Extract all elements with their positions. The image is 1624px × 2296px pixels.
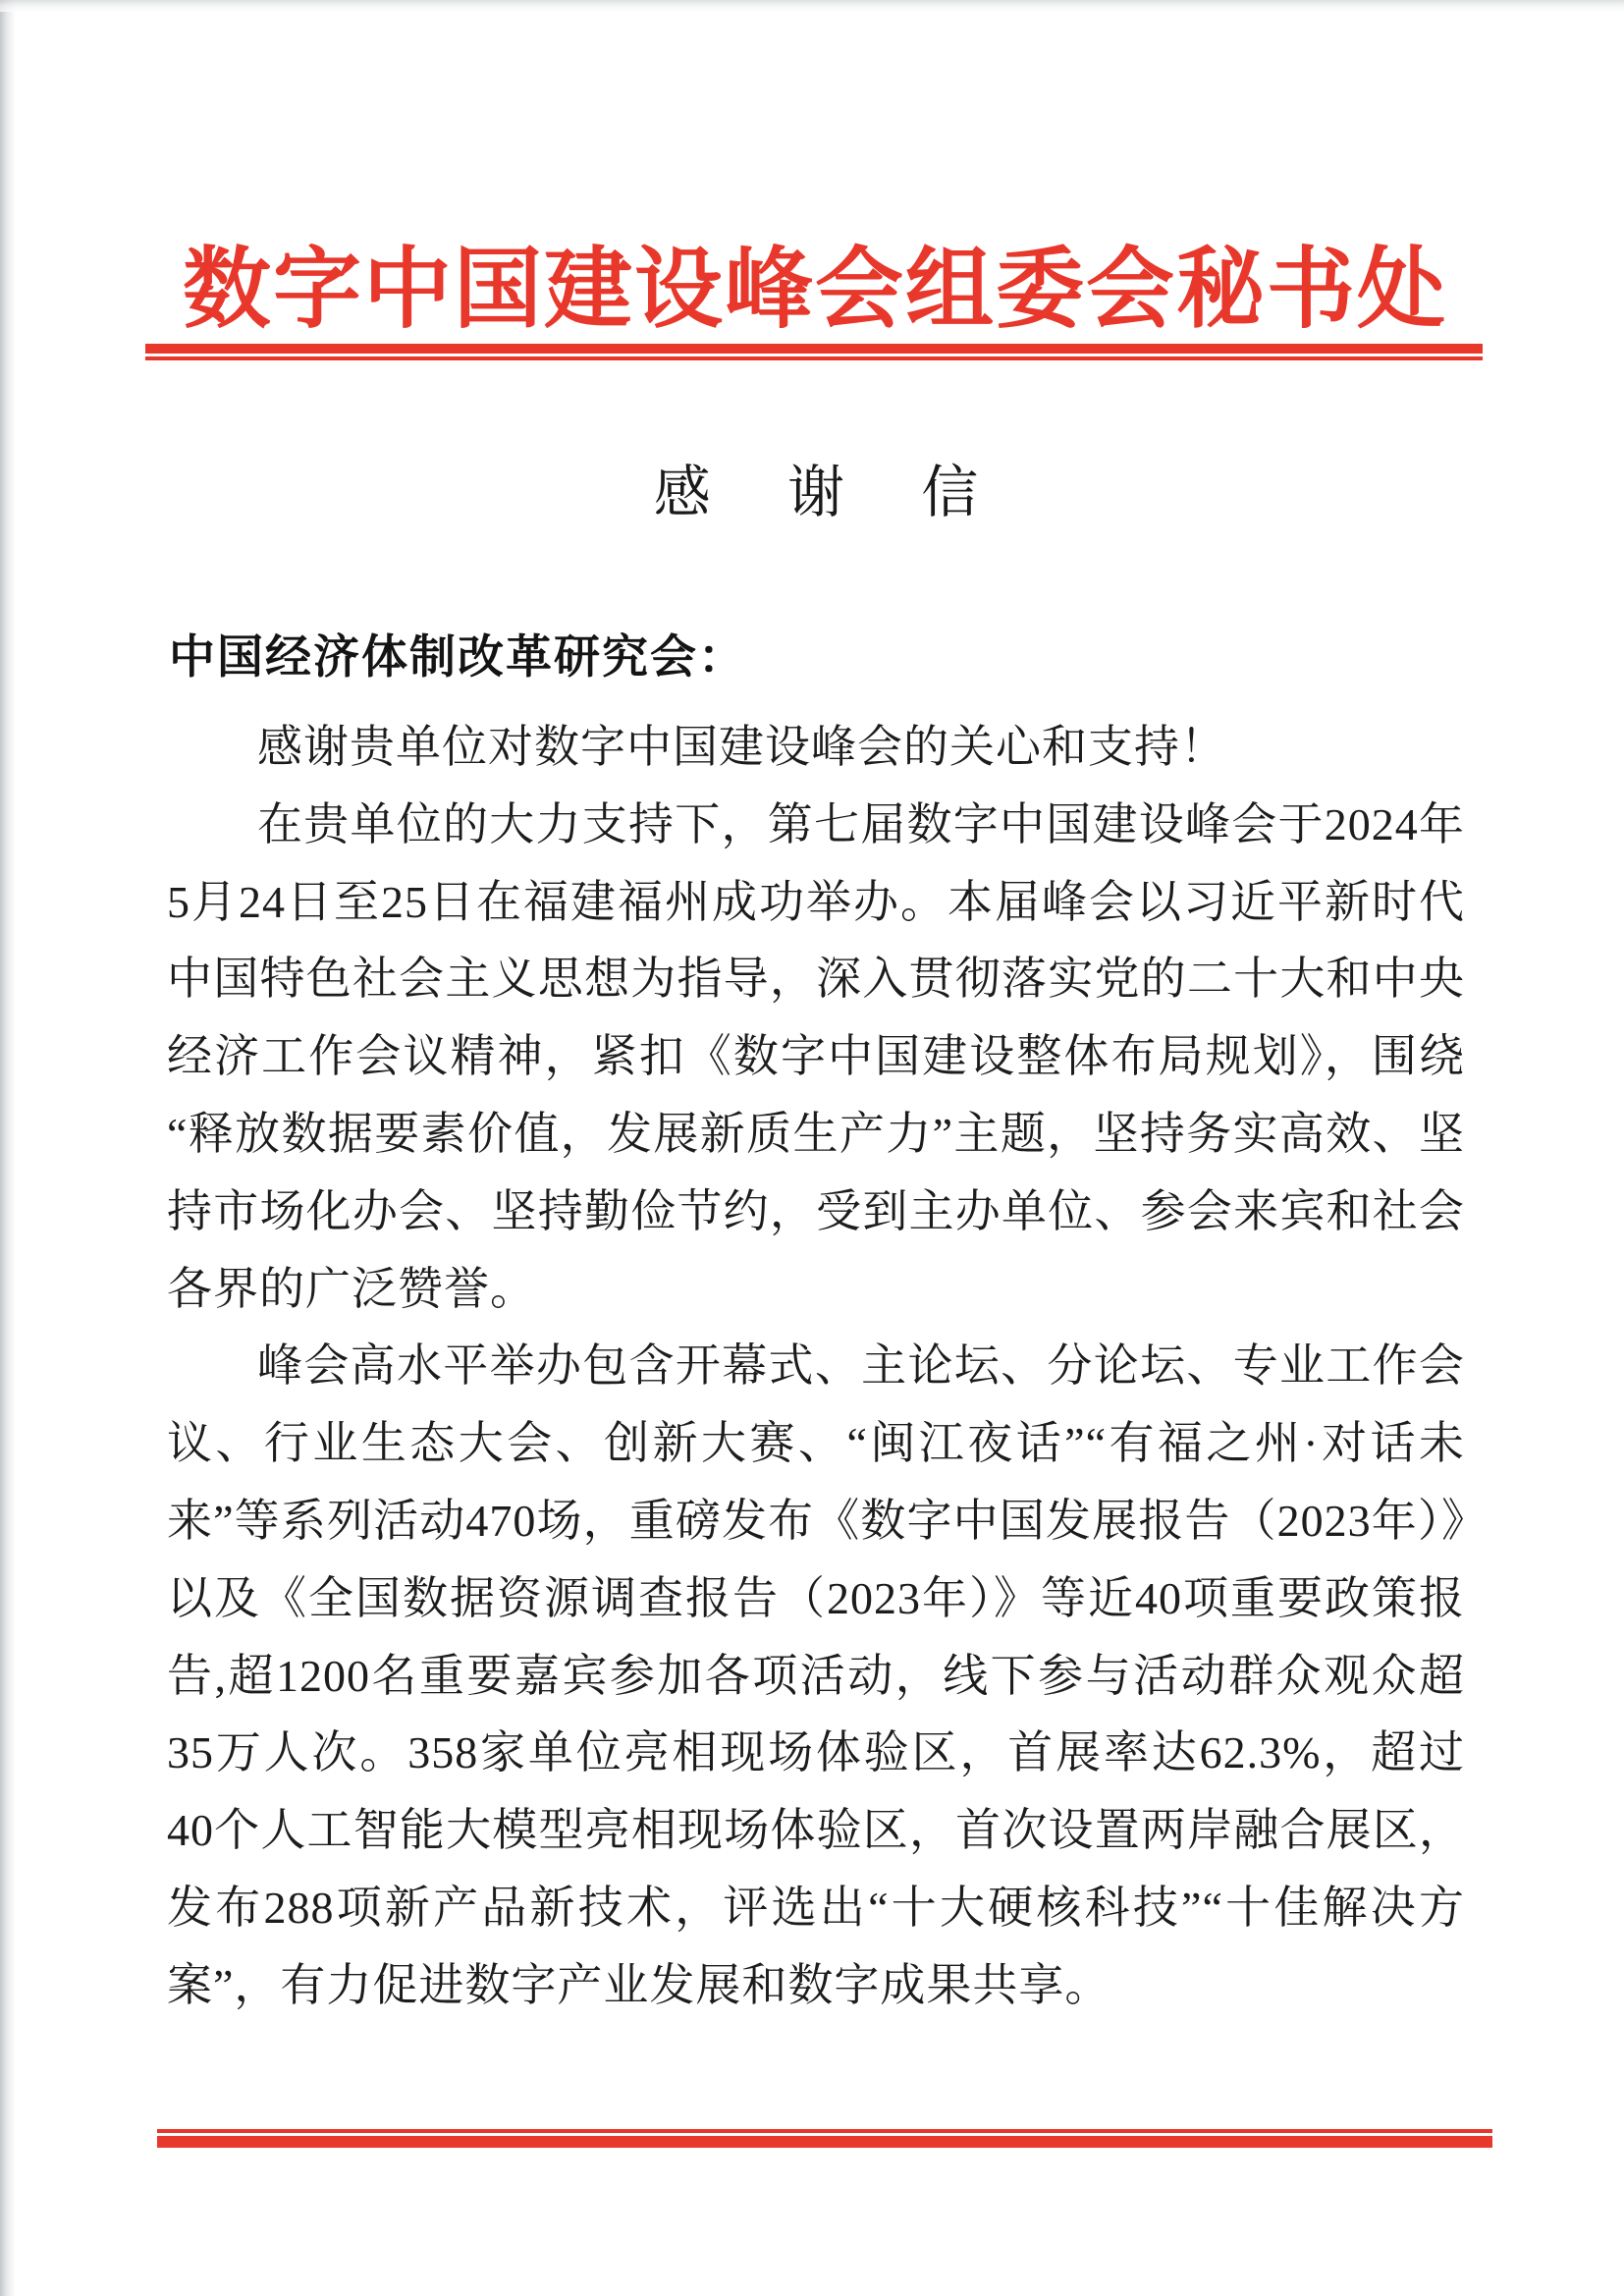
salutation: 中国经济体制改革研究会： (169, 630, 746, 683)
document-title: 感谢信 (653, 461, 1056, 524)
scan-edge-left (0, 0, 16, 2296)
paragraph-summit-achievements: 峰会高水平举办包含开幕式、主论坛、分论坛、专业工作会议、行业生态大会、创新大赛、“闽江夜话”“有福之州·对话未来”等系列活动470场，重磅发布《数字中国发展报告（2023年）》以及《全国数据资源调查报告（2023年）》等近40项重要政策报告,超1200名重要嘉宾参加各项活动，线下参与活动群众观众超35万人次。358家单位亮相现场体验区，首展率达62.3%，超过40个人工智能大模型亮相现场体验区，首次设置两岸融合展区，发布288项新产品新技术，评选出“十大硬核科技”“十佳解决方案”，有力促进数字产业发展和数字成果共享。 (167, 1340, 1465, 2010)
scan-edge-top (0, 0, 1624, 12)
letter-body (167, 709, 1465, 2025)
letterhead-rule (145, 344, 1483, 360)
letterhead-title: 数字中国建设峰会组委会秘书处 (183, 242, 1447, 339)
paragraph-summit-overview: 在贵单位的大力支持下，第七届数字中国建设峰会于2024年5月24日至25日在福建福州成功举办。本届峰会以习近平新时代中国特色社会主义思想为指导，深入贯彻落实党的二十大和中央经济工作会议精神，紧扣《数字中国建设整体布局规划》，围绕“释放数据要素价值，发展新质生产力”主题，坚持务实高效、坚持市场化办会、坚持勤俭节约，受到主办单位、参会来宾和社会各界的广泛赞誉。 (167, 798, 1465, 1314)
footer-rule-thin (157, 2129, 1492, 2133)
letterhead-rule-thin (145, 356, 1483, 360)
letterhead-rule-thick (145, 344, 1483, 354)
footer-rule-thick (157, 2136, 1492, 2148)
footer-rule (157, 2129, 1492, 2148)
paragraph-thanks: 感谢贵单位对数字中国建设峰会的关心和支持！ (257, 722, 1226, 772)
